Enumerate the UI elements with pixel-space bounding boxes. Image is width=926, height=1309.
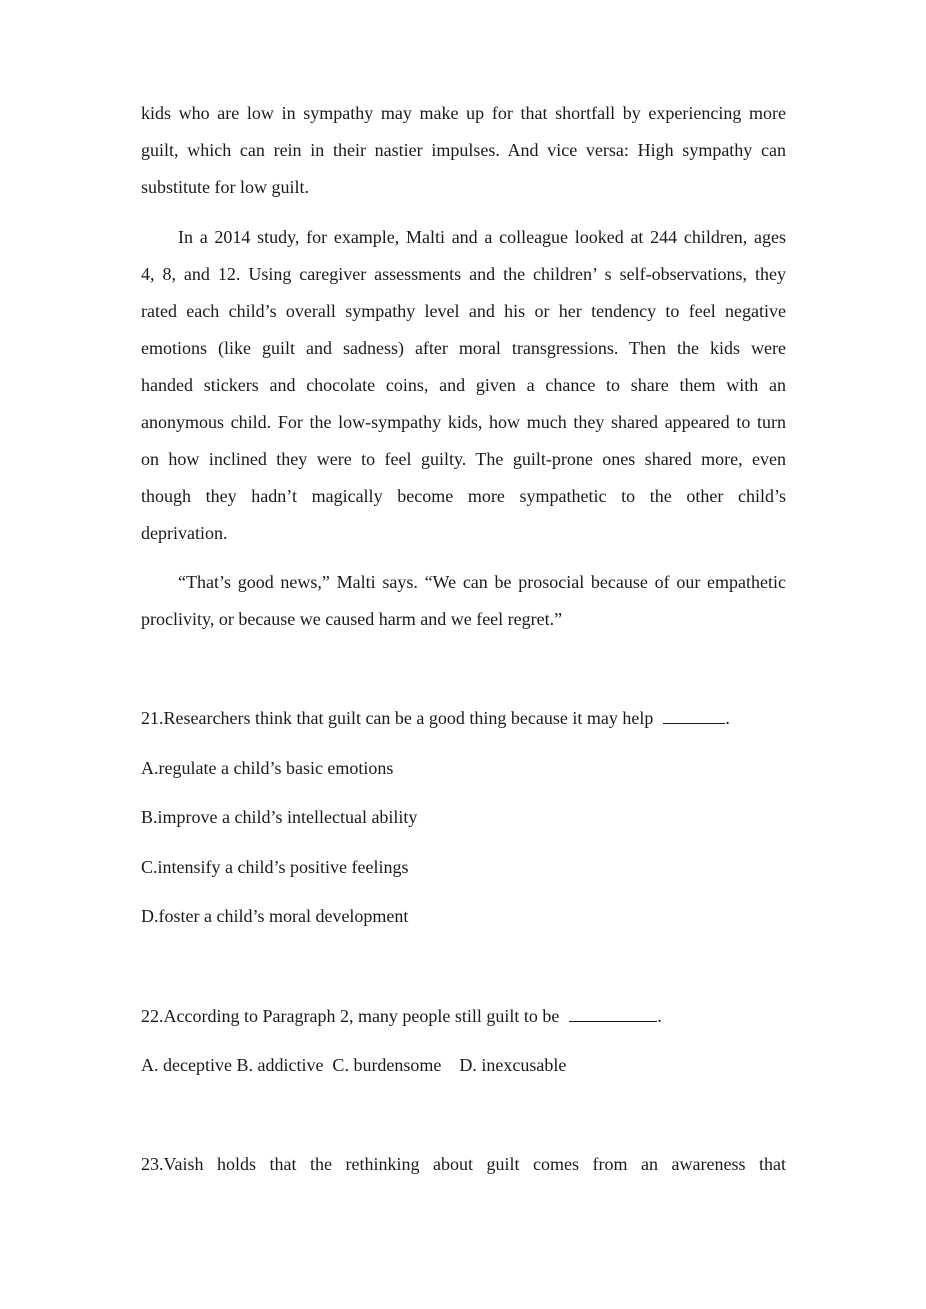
paragraph-1-line-2: guilt, which can rein in their nastier impulses. And vice versa: High sympathy can [141, 140, 786, 160]
paragraph-2-line-2: 4, 8, and 12. Using caregiver assessments and the children’ s self-observations, they [141, 264, 786, 284]
question-22-options: A. deceptive B. addictive C. burdensome D. inexcusable [141, 1055, 567, 1075]
paragraph-1-line-1: kids who are low in sympathy may make up for that shortfall by experiencing more [141, 103, 786, 123]
question-21-option-c: C.intensify a child’s positive feelings [141, 857, 409, 877]
question-21-option-d: D.foster a child’s moral development [141, 906, 409, 926]
paragraph-2-line-8: though they hadn’t magically become more sympathetic to the other child’s [141, 486, 786, 506]
question-21-text: 21.Researchers think that guilt can be a good thing because it may help [141, 708, 654, 728]
paragraph-2-line-4: emotions (like guilt and sadness) after moral transgressions. Then the kids were [141, 338, 786, 358]
paragraph-2-line-5: handed stickers and chocolate coins, and given a chance to share them with an [141, 375, 786, 395]
answer-blank [569, 1005, 657, 1022]
paragraph-2-line-3: rated each child’s overall sympathy level and his or her tendency to feel negative [141, 301, 786, 321]
question-21-stem [141, 707, 730, 729]
answer-blank [663, 707, 725, 724]
question-21-option-a: A.regulate a child’s basic emotions [141, 758, 394, 778]
question-22-stem [141, 1005, 662, 1027]
question-22-text: 22.According to Paragraph 2, many people still guilt to be [141, 1006, 560, 1026]
question-21-period: . [725, 708, 730, 728]
paragraph-2-line-1: In a 2014 study, for example, Malti and a colleague looked at 244 children, ages [178, 227, 786, 247]
paragraph-2-line-7: on how inclined they were to feel guilty. The guilt-prone ones shared more, even [141, 449, 786, 469]
paragraph-2-line-9: deprivation. [141, 523, 228, 543]
paragraph-3-line-2: proclivity, or because we caused harm and we feel regret.” [141, 609, 563, 629]
question-21-option-b: B.improve a child’s intellectual ability [141, 807, 418, 827]
question-22-period: . [657, 1006, 662, 1026]
paragraph-3-line-1: “That’s good news,” Malti says. “We can be prosocial because of our empathetic [178, 572, 786, 592]
paragraph-1-line-3: substitute for low guilt. [141, 177, 309, 197]
paragraph-2-line-6: anonymous child. For the low-sympathy kids, how much they shared appeared to turn [141, 412, 786, 432]
question-23-stem: 23.Vaish holds that the rethinking about guilt comes from an awareness that [141, 1154, 786, 1174]
